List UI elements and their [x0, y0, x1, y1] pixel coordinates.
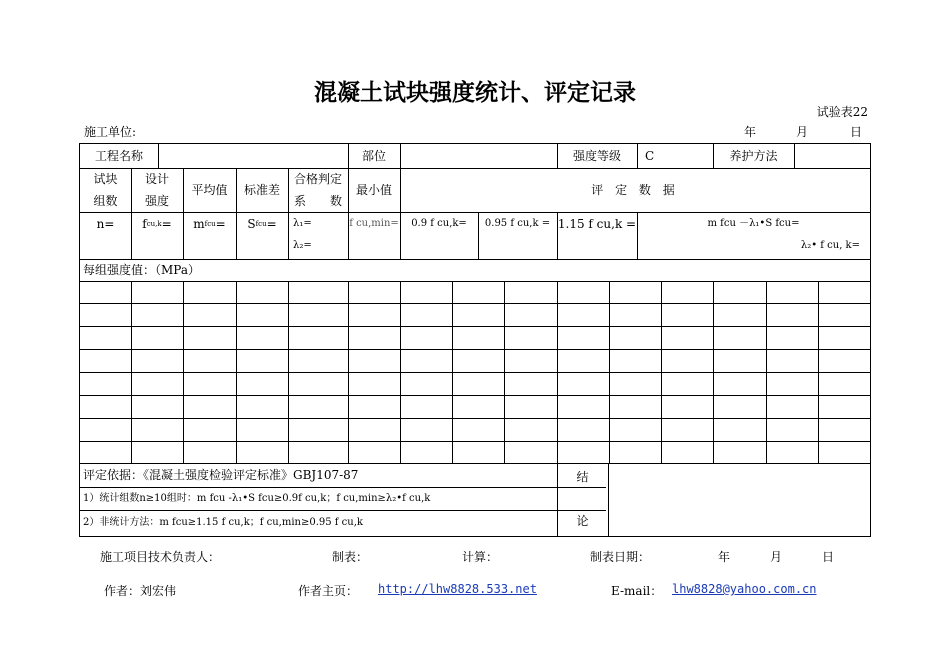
min-value-header: 最小值 — [355, 183, 392, 197]
conclusion-label-top: 结 — [576, 470, 589, 484]
footer-month-label: 月 — [770, 550, 783, 564]
col-line — [608, 463, 609, 536]
mfcu-value — [183, 212, 236, 236]
col-line — [766, 281, 767, 463]
group-strength-label: 每组强度值：（MPa） — [83, 263, 200, 277]
evaluation-basis: 评定依据：《混凝土强度检验评定标准》GBJ107-87 — [83, 468, 359, 482]
row-line — [80, 395, 870, 396]
row-line — [80, 281, 870, 282]
header-day-label: 日 — [850, 125, 863, 139]
col-line — [400, 144, 401, 168]
block-count-header — [80, 168, 131, 212]
header-line: 系 数 — [293, 194, 342, 208]
col-line — [794, 144, 795, 168]
part-label: 部位 — [361, 149, 386, 163]
conclusion-label-bottom: 论 — [576, 514, 589, 528]
eval-data-header: 评 定 数 据 — [591, 183, 679, 197]
header-year-label: 年 — [744, 125, 757, 139]
col-line — [131, 281, 132, 463]
col-line — [818, 281, 819, 463]
construction-unit-label: 施工单位: — [84, 125, 137, 139]
row-line — [80, 303, 870, 304]
header-line: 试块 — [93, 172, 118, 186]
author-label: 作者：刘宏伟 — [104, 584, 177, 598]
non-statistical-rule: 2）非统计方法：m fcu≥1.15 f cu,k；f cu,min≥0.95 f cu,k — [83, 517, 363, 528]
header-line: 设计 — [144, 172, 169, 186]
symbol: = — [215, 217, 226, 231]
col-line — [504, 281, 505, 463]
project-name-label: 工程名称 — [94, 149, 143, 163]
col-line — [557, 281, 558, 463]
homepage-label: 作者主页： — [298, 584, 359, 598]
strength-grade-label: 强度等级 — [572, 149, 621, 163]
symbol: S — [247, 217, 256, 231]
homepage-link[interactable]: http://lhw8828.533.net — [378, 582, 537, 596]
coefficient-header — [288, 168, 348, 212]
col-line — [609, 281, 610, 463]
curing-method-label: 养护方法 — [729, 149, 778, 163]
subscript: fcu — [255, 220, 267, 228]
col-line — [236, 281, 237, 463]
symbol: = — [161, 217, 172, 231]
symbol: = — [266, 217, 277, 231]
std-dev-header: 标准差 — [243, 183, 280, 197]
subscript: cu,k — [146, 220, 162, 228]
lambda2-value: λ₂= — [293, 240, 312, 251]
design-strength-header — [131, 168, 183, 212]
table-number: 试验表22 — [816, 105, 868, 119]
tech-lead-label: 施工项目技术负责人： — [100, 550, 221, 564]
f115-value: 1.15 f cu,k = — [557, 217, 637, 231]
col-line — [183, 281, 184, 463]
f095-value: 0.95 f cu,k = — [484, 218, 551, 229]
col-line — [713, 281, 714, 463]
col-line — [288, 281, 289, 463]
lambda1-value: λ₁= — [293, 218, 312, 229]
f09-value: 0.9 f cu,k= — [411, 218, 467, 229]
fcuk-value — [131, 212, 183, 236]
col-line — [348, 281, 349, 463]
subscript: fcu — [204, 220, 216, 228]
n-value: n= — [96, 217, 115, 231]
strength-grade-value: C — [645, 149, 655, 163]
col-line — [661, 281, 662, 463]
row-line — [80, 326, 870, 327]
header-line: 强度 — [144, 194, 169, 208]
email-label: E-mail： — [611, 584, 663, 598]
col-line — [400, 281, 401, 463]
page-title: 混凝土试块强度统计、评定记录 — [314, 80, 636, 106]
symbol: m — [193, 217, 205, 231]
sfcu-value — [236, 212, 288, 236]
header-month-label: 月 — [796, 125, 809, 139]
col-line — [452, 281, 453, 463]
average-header: 平均值 — [191, 183, 228, 197]
header-line: 合格判定 — [293, 172, 342, 186]
calculated-by-label: 计算： — [462, 550, 499, 564]
symbol: f — [142, 217, 147, 231]
eval-expression-2: λ₂• f cu, k= — [800, 240, 860, 251]
row-line — [80, 418, 870, 419]
eval-expression-1: m fcu －λ₁•S fcu= — [707, 218, 800, 229]
row-line — [80, 441, 870, 442]
header-line: 组数 — [93, 194, 118, 208]
prepared-date-label: 制表日期： — [590, 550, 651, 564]
fcu-min-value: f cu,min= — [349, 218, 399, 229]
footer-year-label: 年 — [718, 550, 731, 564]
strength-record-table — [79, 143, 871, 537]
email-link[interactable]: lhw8828@yahoo.com.cn — [672, 582, 817, 596]
statistical-rule: 1）统计组数n≥10组时：m fcu -λ₁•S fcu≥0.9f cu,k；f cu,min≥λ₂•f cu,k — [83, 492, 431, 504]
prepared-by-label: 制表： — [332, 550, 369, 564]
row-line — [80, 349, 870, 350]
col-line — [637, 144, 638, 168]
row-line — [80, 372, 870, 373]
col-line — [158, 144, 159, 168]
footer-day-label: 日 — [822, 550, 835, 564]
